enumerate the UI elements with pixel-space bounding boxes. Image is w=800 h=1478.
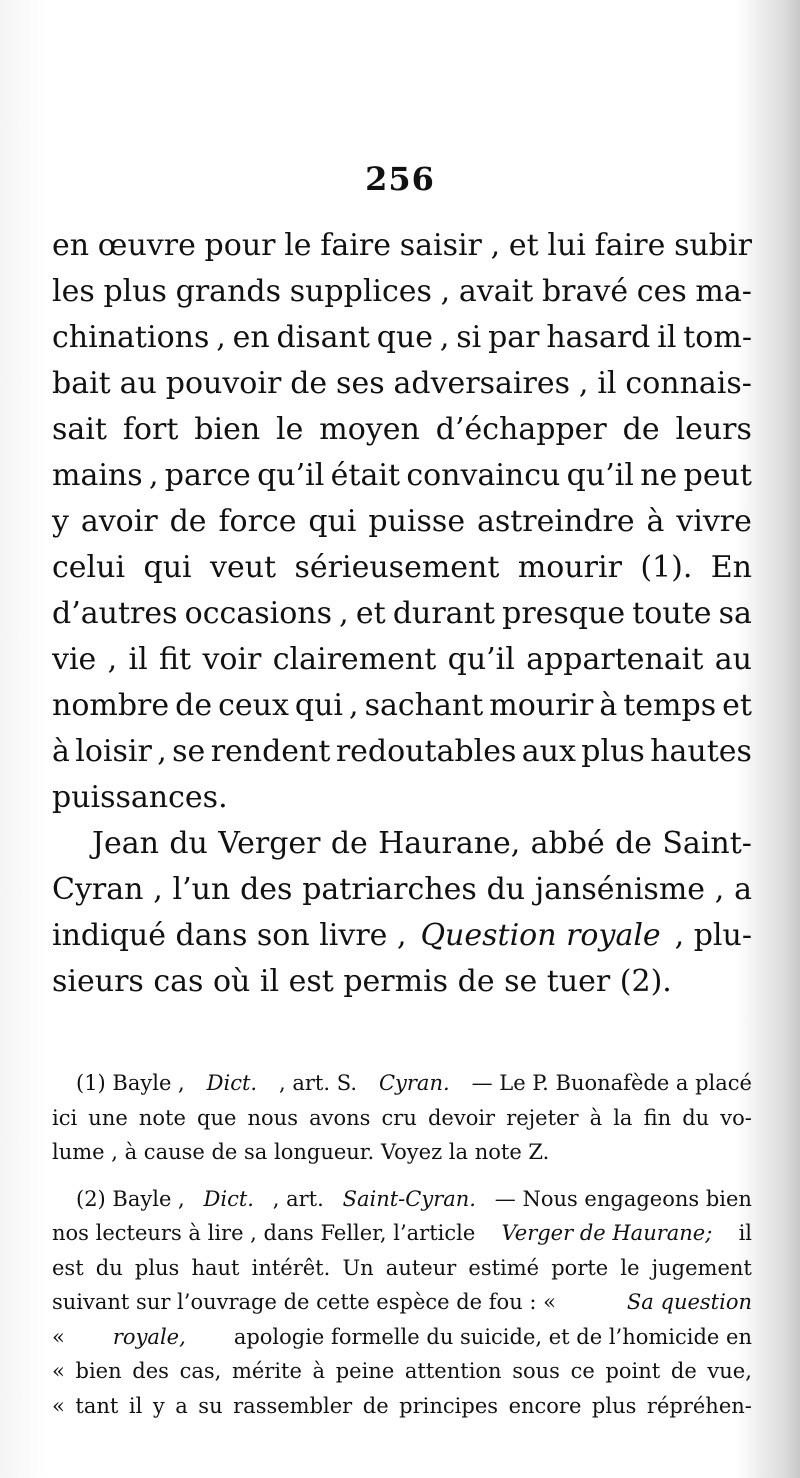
word: , (153, 872, 163, 907)
word: auteur (385, 1255, 457, 1280)
word: au (714, 642, 752, 677)
word: à (589, 1105, 603, 1130)
word: à (599, 688, 618, 723)
word: , (714, 872, 725, 907)
word: cas, (179, 1359, 222, 1383)
word: presque (502, 596, 626, 631)
word: vo- (720, 1105, 752, 1130)
word: vue, (707, 1359, 752, 1383)
word: est (52, 1255, 84, 1280)
text-segment: — Le P. Buonafède a placé (471, 1071, 752, 1095)
footnote-line (52, 1216, 752, 1251)
text-segment: « (52, 1324, 65, 1349)
text-line (52, 499, 752, 545)
word: convaincu (406, 458, 561, 493)
text-line (52, 591, 752, 637)
word: leurs (675, 412, 752, 447)
text-line (52, 821, 752, 867)
word: estimé (468, 1255, 540, 1280)
word: en (232, 320, 270, 355)
word: faire (594, 228, 666, 263)
word: principes (399, 1393, 499, 1418)
word: tant (75, 1393, 119, 1418)
word: rendent (210, 734, 331, 769)
text-line (52, 683, 752, 729)
word: avoir (80, 504, 158, 539)
text-segment: Sa question (626, 1290, 752, 1314)
footnote-line (52, 1354, 752, 1389)
word: ici (52, 1105, 78, 1130)
word: En (710, 550, 752, 585)
page-number: 256 (365, 160, 435, 198)
word: temps (623, 688, 717, 723)
word: Cyran (52, 872, 144, 907)
text-line (52, 223, 752, 269)
text-segment: (1) Bayle , (76, 1071, 185, 1095)
word: grands (175, 274, 281, 309)
word: , (216, 320, 226, 355)
word: y (52, 504, 69, 539)
footnote-line (52, 1320, 752, 1355)
word: sérieusement (294, 550, 500, 585)
word: sa (718, 596, 752, 631)
word: , (439, 320, 450, 355)
footnote-line (52, 1182, 752, 1217)
word: fin (643, 1105, 672, 1130)
text-line (52, 545, 752, 591)
word: vivre (676, 504, 752, 539)
text-line: puissances. (52, 780, 228, 815)
word: Verger (218, 826, 321, 861)
text-segment: indiqué dans son livre , (52, 918, 407, 953)
word: Haurane, (378, 826, 521, 861)
word: sous (512, 1359, 560, 1383)
word: , (490, 228, 501, 263)
word: attention (404, 1359, 502, 1383)
word: au (119, 366, 157, 401)
word: subir (674, 228, 752, 263)
word: qui (308, 504, 357, 539)
word: ce (570, 1359, 595, 1383)
word: de (670, 1359, 697, 1383)
word: du (486, 872, 526, 907)
word: devoir (427, 1105, 496, 1130)
word: d’autres (52, 596, 178, 631)
text-line (52, 315, 752, 361)
main-text (52, 223, 752, 1005)
word: Saint- (662, 826, 752, 861)
word: clairement (272, 642, 437, 677)
word: , (349, 688, 359, 723)
word: abbé (530, 826, 605, 861)
word: toute (632, 596, 712, 631)
word: plus (103, 274, 167, 309)
word: du (682, 1105, 710, 1130)
text-line (52, 729, 752, 775)
word: était (330, 458, 401, 493)
word: avons (309, 1105, 371, 1130)
word: hasard (546, 320, 651, 355)
word: bait (52, 366, 111, 401)
word: loisir (75, 734, 152, 769)
text-line (52, 867, 752, 913)
word: il (657, 320, 677, 355)
word: bien (75, 1359, 122, 1383)
word: plus (591, 1393, 637, 1418)
word: , (107, 642, 118, 677)
footnotes (52, 1066, 752, 1423)
text-segment: (2) Bayle , (76, 1186, 185, 1211)
word: par (488, 320, 540, 355)
text-line (52, 453, 752, 499)
word: celui (52, 550, 126, 585)
text-segment: suivant sur l’ouvrage de cette espèce de fou : « (52, 1290, 556, 1314)
word: l’un (172, 872, 231, 907)
word: mérite (231, 1359, 302, 1383)
text-segment: — Nous engageons bien (494, 1186, 752, 1211)
word: que (197, 1105, 237, 1130)
word: aux (521, 734, 576, 769)
word: durant (392, 596, 495, 631)
word: supplices (289, 274, 432, 309)
word: y (152, 1393, 165, 1418)
book-title: Question royale (420, 918, 661, 953)
text-segment: Saint-Cyran. (342, 1186, 476, 1211)
word: à (52, 734, 70, 769)
word: su (198, 1393, 223, 1418)
word: « (52, 1359, 65, 1383)
word: faire (320, 228, 391, 263)
word: sait (52, 412, 107, 447)
word: tom- (683, 320, 752, 355)
word: , (440, 274, 451, 309)
word: qu’il (566, 458, 634, 493)
word: nous (247, 1105, 298, 1130)
word: de (290, 366, 328, 401)
word: haut (191, 1255, 240, 1280)
word: note (138, 1105, 186, 1130)
footnote-line (52, 1251, 752, 1286)
word: , (578, 366, 589, 401)
word: qui (294, 688, 344, 723)
word: a (734, 872, 752, 907)
word: qu’il (257, 458, 325, 493)
text-line (52, 269, 752, 315)
word: sachant (364, 688, 484, 723)
word: nombre (52, 688, 170, 723)
word: mourir (489, 688, 594, 723)
text-line (52, 913, 752, 959)
word: des (240, 872, 293, 907)
text-segment: , plu- (674, 918, 752, 953)
word: de (169, 504, 207, 539)
word: du (169, 826, 208, 861)
word: fit (159, 642, 192, 677)
word: ceux (218, 688, 289, 723)
word: œuvre (97, 228, 196, 263)
text-segment: royale, (112, 1324, 186, 1349)
word: Jean (92, 826, 159, 861)
word: et (508, 228, 539, 263)
word: astreindre (476, 504, 635, 539)
word: ses (336, 366, 385, 401)
word: il (597, 366, 617, 401)
word: de (330, 826, 368, 861)
word: lui (547, 228, 586, 263)
word: plus (134, 1255, 180, 1280)
word: patriarches (302, 872, 477, 907)
word: encore (508, 1393, 582, 1418)
word: pouvoir (165, 366, 282, 401)
word: se (172, 734, 206, 769)
text-segment: Cyran. (378, 1071, 450, 1095)
word: cru (381, 1105, 417, 1130)
text-line: sieurs cas où il est permis de se tuer (2). (52, 964, 672, 999)
word: parce (164, 458, 251, 493)
word: le (284, 228, 312, 263)
word: de (175, 688, 213, 723)
word: le (276, 412, 304, 447)
footnote-line (52, 1389, 752, 1424)
word: avait (458, 274, 534, 309)
word: puisse (368, 504, 466, 539)
word: connais- (625, 366, 752, 401)
word: et (722, 688, 752, 723)
text-segment: nos lecteurs à lire , dans Feller, l’article (52, 1221, 476, 1245)
word: a (175, 1393, 188, 1418)
word: du (95, 1255, 123, 1280)
word: si (456, 320, 482, 355)
word: , (157, 734, 167, 769)
word: veut (210, 550, 277, 585)
word: chinations (52, 320, 210, 355)
word: peut (683, 458, 752, 493)
text-line (52, 407, 752, 453)
text-line (52, 361, 752, 407)
footnote-line (52, 1066, 752, 1101)
word: intérêt. (251, 1255, 331, 1280)
word: hautes (650, 734, 752, 769)
word: ces (636, 274, 687, 309)
word: répréhen- (646, 1393, 752, 1418)
word: jugement (651, 1255, 752, 1280)
word: la (613, 1105, 633, 1130)
word: une (88, 1105, 128, 1130)
word: voir (202, 642, 262, 677)
word: de (615, 826, 653, 861)
word: mains (52, 458, 143, 493)
word: il (128, 1393, 143, 1418)
word: mourir (517, 550, 622, 585)
word: (1). (640, 550, 693, 585)
word: et (355, 596, 386, 631)
word: rejeter (506, 1105, 579, 1130)
word: saisir (399, 228, 482, 263)
word: rassembler (233, 1393, 353, 1418)
text-segment: , art. (272, 1186, 324, 1211)
word: bien (194, 412, 261, 447)
word: Un (342, 1255, 374, 1280)
word: jansénisme (534, 872, 706, 907)
word: d’échapper (435, 412, 607, 447)
word: des (132, 1359, 169, 1383)
word: plus (581, 734, 645, 769)
word: vie (52, 642, 97, 677)
word: qui (143, 550, 192, 585)
text-segment: Verger de Haurane; (501, 1221, 713, 1245)
word: peine (335, 1359, 395, 1383)
word: « (52, 1393, 65, 1418)
word: en (52, 228, 90, 263)
word: appartenait (526, 642, 704, 677)
text-segment: Dict. (206, 1071, 258, 1095)
text-segment: il (738, 1221, 752, 1245)
word: , (148, 458, 159, 493)
word: force (218, 504, 297, 539)
word: redoutables (335, 734, 517, 769)
word: que (376, 320, 434, 355)
word: bravé (541, 274, 629, 309)
text-segment: Dict. (203, 1186, 254, 1211)
word: point (605, 1359, 661, 1383)
footnote-line (52, 1101, 752, 1136)
word: les (52, 274, 95, 309)
word: moyen (319, 412, 420, 447)
word: de (622, 412, 660, 447)
footnote-line: lume , à cause de sa longueur. Voyez la note Z. (52, 1140, 550, 1164)
word: fort (122, 412, 179, 447)
footnote-line (52, 1285, 752, 1320)
word: à (312, 1359, 326, 1383)
word: ma- (695, 274, 752, 309)
word: qu’il (447, 642, 515, 677)
word: il (128, 642, 148, 677)
word: occasions (184, 596, 332, 631)
word: porte (551, 1255, 609, 1280)
word: adversaires (393, 366, 570, 401)
word: de (362, 1393, 389, 1418)
word: le (620, 1255, 640, 1280)
text-segment: , art. S. (279, 1071, 358, 1095)
text-segment: apologie formelle du suicide, et de l’homicide en (233, 1324, 752, 1349)
text-line (52, 637, 752, 683)
word: , (339, 596, 349, 631)
word: disant (276, 320, 370, 355)
word: ne (640, 458, 678, 493)
word: pour (204, 228, 276, 263)
word: à (646, 504, 665, 539)
